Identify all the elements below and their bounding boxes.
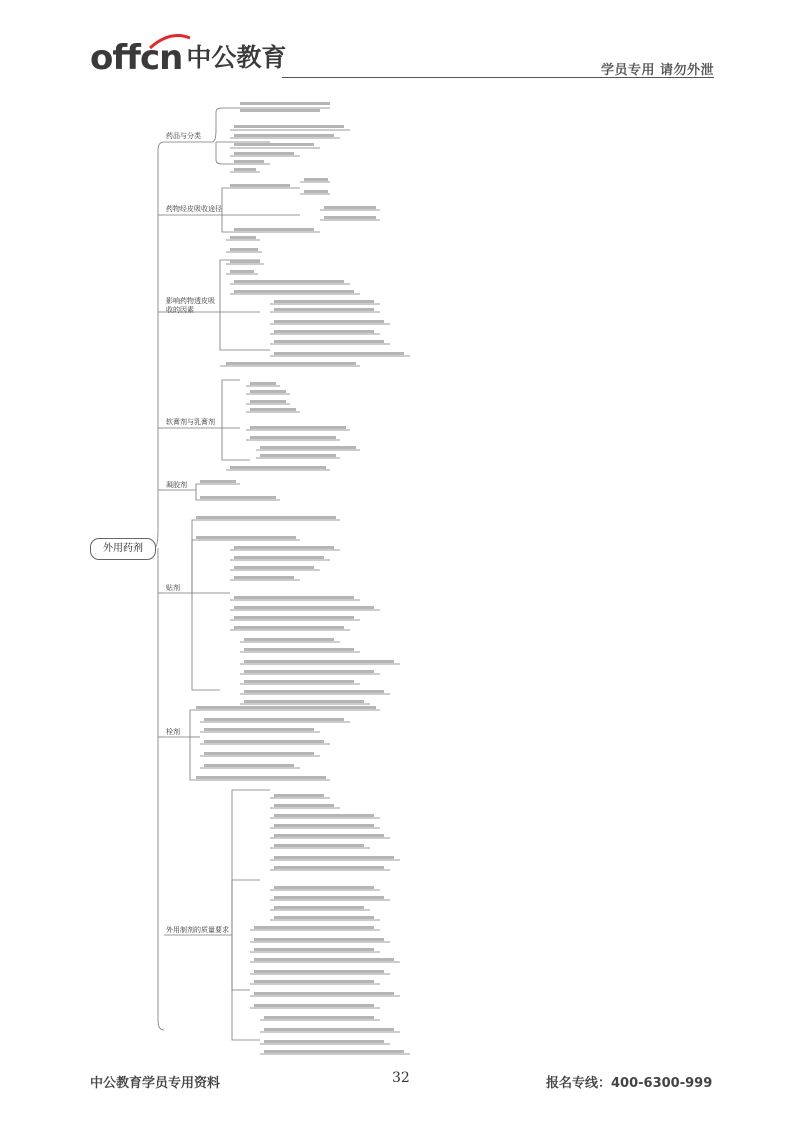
logo-latin-text: offcn bbox=[90, 38, 183, 78]
page-number: 32 bbox=[392, 1070, 410, 1086]
topic-6: 贴剂 bbox=[166, 584, 180, 592]
topic-4: 软膏剂与乳膏剂 bbox=[166, 418, 215, 426]
topic-5: 凝胶剂 bbox=[166, 481, 187, 489]
topic-3: 影响药物透皮吸收的因素 bbox=[166, 297, 215, 314]
topic-8: 外用制剂的质量要求 bbox=[166, 926, 229, 934]
mindmap-connectors bbox=[0, 90, 800, 1070]
page-header bbox=[0, 0, 800, 90]
topic-7: 栓剂 bbox=[166, 728, 180, 736]
footer-hotline: 报名专线：400-6300-999 bbox=[546, 1076, 713, 1091]
logo-swoosh-icon bbox=[148, 32, 192, 50]
topic-2: 药物经皮吸收途径 bbox=[166, 205, 222, 213]
topic-1: 药品与分类 bbox=[166, 132, 201, 140]
offcn-logo bbox=[90, 38, 286, 78]
header-notice: 学员专用 请勿外泄 bbox=[600, 63, 714, 78]
central-topic: 外用药剂 bbox=[90, 538, 156, 560]
logo-chinese-text: 中公教育 bbox=[186, 43, 287, 72]
mindmap bbox=[0, 90, 800, 1070]
footer-title: 中公教育学员专用资料 bbox=[90, 1076, 221, 1091]
